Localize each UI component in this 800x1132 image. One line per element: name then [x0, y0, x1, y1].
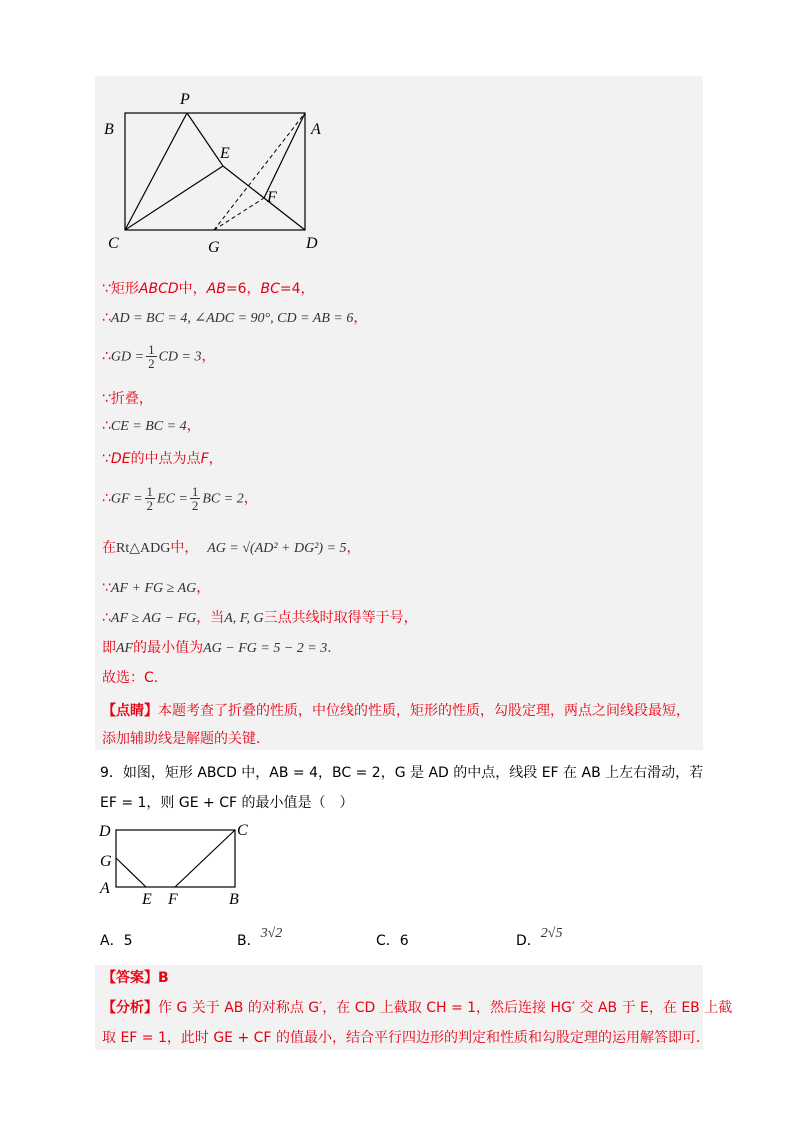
sol-line-8: 在Rt△ADG中， AG = √(AD² + DG²) = 5，: [102, 540, 361, 556]
label-B: B: [104, 121, 114, 138]
label-C: C: [108, 235, 119, 252]
analysis-line-2: 取 EF = 1，此时 GE + CF 的值最小，结合平行四边形的判定和性质和勾股定理的运用解答即可．: [102, 1030, 710, 1046]
question-9-line-2: EF = 1，则 GE + CF 的最小值是（ ）: [100, 795, 354, 811]
label-A: A: [100, 880, 110, 897]
comment-line-1: 【点睛】本题考查了折叠的性质，中位线的性质，矩形的性质，勾股定理，两点之间线段最短，: [102, 703, 690, 719]
label-F: F: [267, 189, 277, 206]
sol-line-4: ∵折叠，: [102, 391, 153, 407]
analysis-line-1: 【分析】作 G 关于 AB 的对称点 G′，在 CD 上截取 CH = 1，然后连接 HG′ 交 AB 于 E，在 EB 上截: [102, 1000, 733, 1016]
label-G: G: [208, 239, 220, 256]
option-a[interactable]: A．5: [100, 933, 133, 949]
label-F: F: [168, 891, 178, 908]
sol-line-5: ∴CE = BC = 4，: [102, 418, 201, 434]
label-A: A: [311, 121, 321, 138]
label-D: D: [99, 823, 111, 840]
sol-line-9: ∵AF + FG ≥ AG，: [102, 580, 211, 596]
label-B: B: [229, 891, 239, 908]
sol-line-10: ∴AF ≥ AG − FG，当A, F, G三点共线时取得等于号，: [102, 610, 418, 626]
label-G: G: [100, 853, 112, 870]
sol-line-12: 故选：C.: [102, 670, 159, 686]
figure-folded-rectangle: [100, 86, 330, 256]
sol-line-3: ∴GD = $\frac{1}{2}$ CD = 3，: [102, 342, 216, 371]
sol-line-7: ∴GF = $\frac{1}{2}$ EC = $\frac{1}{2}$ BC = 2，: [102, 484, 258, 513]
label-E: E: [142, 891, 152, 908]
option-c[interactable]: C．6: [376, 933, 409, 949]
figure-rectangle-abcd: [96, 822, 256, 910]
option-b[interactable]: B．3√2: [237, 926, 283, 949]
answer-line: 【答案】B: [102, 970, 169, 986]
label-P: P: [180, 91, 190, 108]
label-D: D: [306, 235, 318, 252]
sol-line-2: ∴AD = BC = 4, ∠ADC = 90°, CD = AB = 6，: [102, 310, 368, 326]
sol-line-11: 即AF的最小值为AG − FG = 5 − 2 = 3．: [102, 640, 342, 656]
label-C: C: [237, 822, 248, 839]
option-d[interactable]: D．2√5: [516, 926, 563, 949]
question-9-line-1: 9．如图，矩形 ABCD 中，AB = 4，BC = 2，G 是 AD 的中点，线段 EF 在 AB 上左右滑动，若: [100, 765, 704, 781]
label-E: E: [220, 145, 230, 162]
sol-line-1: ∵矩形ABCD中，AB=6，BC=4，: [102, 281, 315, 297]
comment-line-2: 添加辅助线是解题的关键．: [102, 731, 270, 747]
sol-line-6: ∵DE的中点为点F，: [102, 451, 223, 467]
